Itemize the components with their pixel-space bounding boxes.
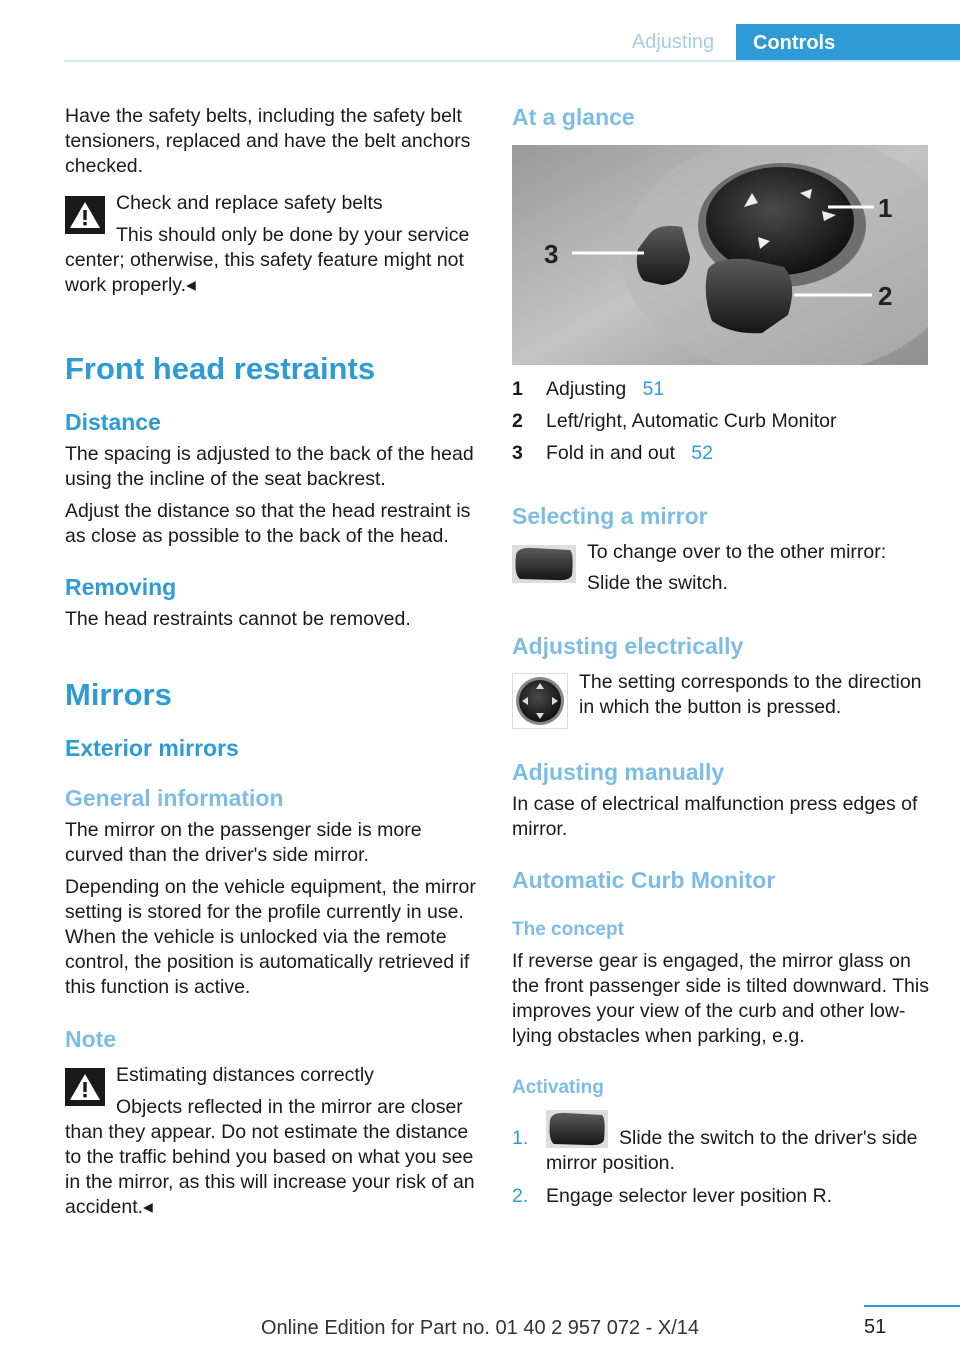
page-number: 51: [864, 1316, 887, 1338]
list-item: 1 Adjusting 51: [512, 378, 665, 400]
electrically-text: The setting corresponds to the direction in which the button is pressed.: [579, 671, 922, 718]
heading-adjusting-electrically: Adjusting electrically: [512, 633, 744, 659]
step-number: 1.: [512, 1127, 529, 1149]
header-section-label: Adjusting: [631, 31, 715, 53]
step-text: Engage selector lever position R.: [546, 1185, 833, 1207]
footer-edition: Online Edition for Part no. 01 40 2 957 072 - X/14: [260, 1317, 700, 1339]
footer-rule: [864, 1305, 960, 1307]
subsection-title-exterior-mirrors: Exterior mirrors: [65, 735, 239, 761]
mirror-control-photo: [512, 145, 928, 365]
heading-general-information: General information: [65, 785, 284, 811]
section-title-mirrors: Mirrors: [65, 677, 172, 712]
mirror-switch-icon: [512, 545, 576, 583]
callout-3: 3: [544, 239, 559, 269]
heading-automatic-curb-monitor: Automatic Curb Monitor: [512, 867, 776, 893]
heading-selecting-a-mirror: Selecting a mirror: [512, 503, 708, 529]
note-warning-text: Objects reflected in the mirror are closer than they appear. Do not estimate the distance to the traffic behind you based on what you see in the mirror, as this will increase your risk of an accident.◂: [65, 1096, 475, 1218]
selecting-line-2: Slide the switch.: [587, 572, 728, 594]
note-warning-title: Estimating distances correctly: [116, 1064, 374, 1086]
header-rule: [64, 60, 960, 62]
concept-text: If reverse gear is engaged, the mirror glass on the front passenger side is tilted downward. This improves your view of the curb and other low-lying obstacles when parking, e.g.: [512, 950, 929, 1047]
heading-activating: Activating: [512, 1077, 604, 1098]
step-text: Slide the switch to the driver's side mirror position.: [546, 1127, 918, 1174]
distance-paragraph-2: Adjust the distance so that the head restraint is as close as possible to the back of the head.: [65, 500, 471, 547]
subsection-title-distance: Distance: [65, 409, 161, 435]
manually-text: In case of electrical malfunction press edges of mirror.: [512, 793, 918, 840]
heading-the-concept: The concept: [512, 919, 624, 940]
page-link-52[interactable]: 52: [691, 442, 713, 464]
step-number: 2.: [512, 1185, 529, 1207]
heading-adjusting-manually: Adjusting manually: [512, 759, 725, 785]
direction-pad-icon: [512, 673, 568, 729]
intro-paragraph: Have the safety belts, including the safety belt tensioners, replaced and have the belt anchors checked.: [65, 105, 471, 177]
warning-title: Check and replace safety belts: [116, 192, 383, 214]
general-paragraph-1: The mirror on the passenger side is more curved than the driver's side mirror.: [65, 819, 422, 866]
selecting-line-1: To change over to the other mirror:: [587, 541, 887, 563]
warning-text: This should only be done by your service center; otherwise, this safety feature might not work properly.◂: [65, 224, 470, 296]
heading-note: Note: [65, 1026, 117, 1052]
section-title-front-head-restraints: Front head restraints: [65, 351, 376, 386]
callout-1: 1: [878, 193, 893, 223]
removing-paragraph: The head restraints cannot be removed.: [65, 608, 411, 630]
list-item: 2 Left/right, Automatic Curb Monitor: [512, 410, 837, 432]
distance-paragraph-1: The spacing is adjusted to the back of the head using the incline of the seat backrest.: [65, 443, 474, 490]
page-link-51[interactable]: 51: [642, 378, 665, 400]
general-paragraph-2: Depending on the vehicle equipment, the mirror setting is stored for the profile currently in use. When the vehicle is unlocked via the remote control, the position is automatically retrieved if this function is active.: [65, 876, 476, 998]
list-item: 3 Fold in and out 52: [512, 442, 713, 464]
header-chapter-tab: Controls: [736, 24, 960, 62]
heading-at-a-glance: At a glance: [512, 104, 635, 130]
subsection-title-removing: Removing: [65, 574, 177, 600]
callout-2: 2: [878, 281, 893, 311]
